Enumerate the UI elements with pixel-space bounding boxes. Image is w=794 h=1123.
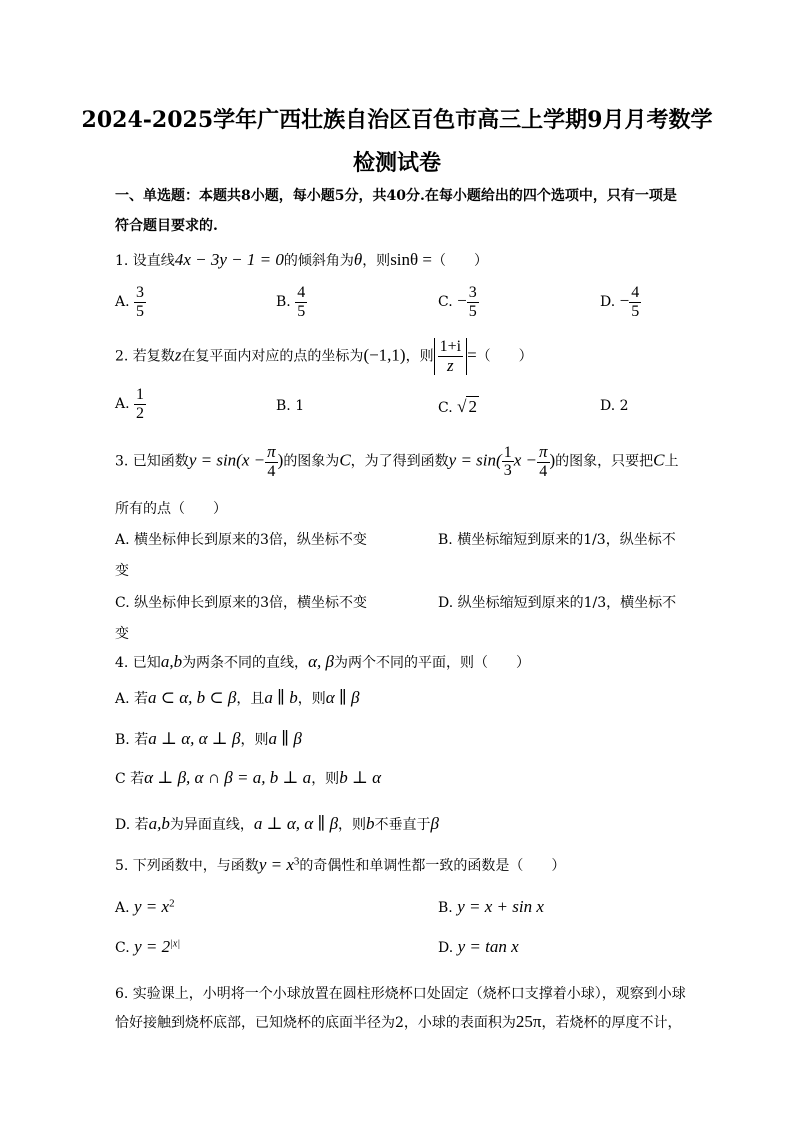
q4-ab: a,b bbox=[160, 652, 183, 671]
q2-equals: = bbox=[467, 345, 477, 365]
q3-mid: 的图象为 bbox=[283, 453, 340, 470]
q3-curve-c: C bbox=[339, 450, 351, 470]
q3-func1-start: y = sin(x − bbox=[188, 450, 266, 470]
opt-math: y = x + sin x bbox=[457, 897, 544, 916]
denominator: 5 bbox=[297, 302, 306, 320]
question-6-line2 bbox=[115, 1012, 682, 1032]
q3-func2-mid: x − bbox=[513, 450, 537, 470]
numerator: 1 bbox=[503, 443, 512, 461]
fraction bbox=[467, 284, 479, 320]
q1-theta: θ bbox=[353, 250, 363, 269]
q3-line2: 所有的点（ ） bbox=[115, 501, 227, 517]
denominator: z bbox=[438, 356, 463, 376]
option-letter: D. bbox=[600, 294, 616, 311]
option-letter: B. bbox=[438, 900, 453, 916]
fraction bbox=[134, 386, 146, 422]
fraction bbox=[438, 338, 463, 375]
denominator: 5 bbox=[631, 302, 640, 320]
option-letter: A. bbox=[115, 900, 130, 916]
opt-math: a ⊥ α, α ⊥ β bbox=[148, 729, 241, 748]
q1-paren: （ ） bbox=[432, 253, 489, 269]
q6-text: ，若烧杯的厚度不计， bbox=[541, 1015, 682, 1031]
minus-sign: − bbox=[457, 291, 467, 311]
numerator: 3 bbox=[468, 284, 477, 301]
fraction bbox=[629, 284, 641, 320]
q3-func1-end: ) bbox=[277, 450, 284, 470]
sqrt-icon: √ bbox=[457, 397, 467, 416]
option-letter: A. bbox=[115, 396, 130, 413]
question-3 bbox=[115, 443, 679, 480]
exam-title-line2: 检测试卷 bbox=[352, 150, 441, 176]
denominator: 2 bbox=[136, 404, 145, 422]
q5-stem-b: 的奇偶性和单调性都一致的函数是（ ） bbox=[299, 858, 566, 874]
numerator: 1 bbox=[136, 386, 145, 403]
q4-stem-a: 4. 已知 bbox=[115, 655, 161, 671]
denominator: 3 bbox=[503, 462, 512, 480]
opt-pre: D. 若 bbox=[115, 817, 149, 833]
minus-sign: − bbox=[619, 291, 630, 311]
opt-text: 不垂直于 bbox=[374, 817, 431, 833]
q4-option-c bbox=[115, 768, 381, 788]
q2-option-a bbox=[115, 386, 146, 422]
opt-exp: 2 bbox=[169, 897, 175, 910]
q6-math: 25π bbox=[515, 1012, 542, 1031]
opt-text: ，则 bbox=[297, 691, 326, 707]
q5-option-d bbox=[438, 937, 519, 957]
q5-option-a bbox=[115, 897, 175, 917]
option-letter: C. bbox=[438, 400, 453, 416]
q5-exp: 3 bbox=[293, 855, 300, 868]
q2-z: z bbox=[174, 345, 182, 365]
question-2 bbox=[115, 338, 533, 375]
numerator: 3 bbox=[136, 284, 145, 301]
q2-option-c bbox=[438, 396, 479, 417]
q2-absolute-value bbox=[434, 338, 467, 375]
q2-mid2: ，则 bbox=[405, 348, 434, 365]
q5-option-c bbox=[115, 937, 180, 957]
q4-option-d bbox=[115, 814, 439, 834]
q2-point: (−1,1) bbox=[363, 345, 406, 365]
opt-math: b bbox=[366, 814, 375, 833]
opt-math: b ⊥ α bbox=[339, 768, 382, 787]
opt-math: α ⊥ β, α ∩ β = a, b ⊥ a bbox=[144, 768, 312, 787]
denominator: 4 bbox=[537, 462, 550, 481]
numerator: π bbox=[538, 442, 548, 461]
opt-math: a ∥ b bbox=[264, 688, 298, 707]
numerator: 1+i bbox=[439, 338, 462, 355]
option-letter: B. bbox=[276, 294, 291, 311]
q3-option-c: C. 纵坐标伸长到原来的3倍，横坐标不变 bbox=[115, 595, 368, 611]
opt-math: β bbox=[430, 814, 440, 833]
q2-option-d: D. 2 bbox=[600, 398, 629, 414]
option-letter: D. bbox=[438, 940, 454, 956]
question-4 bbox=[115, 652, 530, 672]
opt-math: a ⊂ α, b ⊂ β bbox=[148, 688, 237, 707]
opt-math: y = 2 bbox=[134, 937, 171, 956]
fraction bbox=[502, 444, 514, 480]
q2-mid: 在复平面内对应的点的坐标为 bbox=[181, 348, 364, 365]
q5-stem-a: 5. 下列函数中，与函数 bbox=[115, 858, 259, 874]
q3-option-a: A. 横坐标伸长到原来的3倍，纵坐标不变 bbox=[115, 532, 367, 548]
opt-text: ，且 bbox=[236, 691, 265, 707]
option-letter: A. bbox=[115, 294, 130, 311]
q5-option-b bbox=[438, 897, 544, 917]
question-1 bbox=[115, 250, 488, 270]
q4-stem-b: 为两条不同的直线， bbox=[182, 655, 309, 671]
opt-math: a ⊥ α, α ∥ β bbox=[253, 814, 339, 833]
opt-math: y = tan x bbox=[457, 937, 519, 956]
q6-text: 恰好接触到烧杯底部，已知烧杯的底面半径为2，小球的表面积为 bbox=[115, 1015, 516, 1031]
question-5 bbox=[115, 855, 565, 875]
q3-curve-c2: C bbox=[653, 450, 665, 470]
opt-exp: |x| bbox=[170, 938, 181, 950]
q3-mid2: ，为了得到函数 bbox=[350, 453, 449, 470]
numerator: 4 bbox=[297, 284, 306, 301]
opt-math: a,b bbox=[148, 814, 170, 833]
q2-paren: （ ） bbox=[476, 348, 533, 365]
denominator: 5 bbox=[468, 302, 477, 320]
opt-text: 为异面直线， bbox=[169, 817, 254, 833]
numerator: π bbox=[267, 442, 276, 461]
question-6-line1: 6. 实验课上，小明将一个小球放置在圆柱形烧杯口处固定（烧杯口支撑着小球），观察到小球 bbox=[115, 986, 686, 1002]
fraction bbox=[295, 284, 307, 320]
opt-pre: B. 若 bbox=[115, 732, 149, 748]
q1-mid: 的倾斜角为 bbox=[283, 253, 354, 269]
option-letter: C. bbox=[115, 940, 130, 956]
opt-text: ，则 bbox=[311, 771, 340, 787]
section-heading-line2: 符合题目要求的. bbox=[115, 218, 218, 234]
section-heading-line1: 一、单选题：本题共8小题，每小题5分，共40分.在每小题给出的四个选项中，只有一项是 bbox=[115, 188, 677, 204]
q3-option-d: D. 纵坐标缩短到原来的1/3，横坐标不 bbox=[438, 595, 677, 611]
opt-math: α ∥ β bbox=[325, 688, 360, 707]
q1-ask: sinθ = bbox=[390, 250, 433, 269]
denominator: 5 bbox=[136, 302, 145, 320]
q1-option-d bbox=[600, 284, 641, 320]
fraction bbox=[265, 443, 278, 480]
q3-prefix: 3. 已知函数 bbox=[115, 453, 189, 470]
q3-func2-start: y = sin( bbox=[448, 450, 502, 470]
q2-prefix: 2. 若复数 bbox=[115, 348, 175, 365]
exam-title-line1: 2024-2025学年广西壮族自治区百色市高三上学期9月月考数学 bbox=[81, 107, 713, 133]
option-letter: C. bbox=[438, 294, 453, 311]
fraction bbox=[134, 284, 146, 320]
opt-text: ，则 bbox=[240, 732, 269, 748]
q1-option-a bbox=[115, 284, 146, 320]
q1-option-c bbox=[438, 284, 479, 320]
q5-func: y = x bbox=[258, 855, 294, 874]
q3-end: 的图象，只要把 bbox=[555, 453, 654, 470]
q3-option-d-wrap: 变 bbox=[115, 626, 129, 642]
q2-option-b: B. 1 bbox=[276, 398, 305, 414]
q1-option-b bbox=[276, 284, 307, 320]
numerator: 4 bbox=[631, 284, 640, 301]
opt-math: y = x bbox=[134, 897, 170, 916]
q4-alpha-beta: α, β bbox=[308, 652, 334, 671]
q1-line-equation: 4x − 3y − 1 = 0 bbox=[174, 250, 284, 269]
q1-mid2: ，则 bbox=[362, 253, 391, 269]
opt-math: a ∥ β bbox=[268, 729, 302, 748]
q1-prefix: 1. 设直线 bbox=[115, 253, 175, 269]
q3-option-b: B. 横坐标缩短到原来的1/3，纵坐标不 bbox=[438, 532, 676, 548]
opt-pre: C 若 bbox=[115, 771, 145, 787]
fraction bbox=[537, 443, 550, 480]
q4-option-a bbox=[115, 688, 360, 708]
radicand: 2 bbox=[468, 397, 477, 416]
opt-text: ，则 bbox=[338, 817, 367, 833]
q4-stem-c: 为两个不同的平面，则（ ） bbox=[333, 655, 530, 671]
opt-pre: A. 若 bbox=[115, 691, 149, 707]
q3-end2: 上 bbox=[664, 453, 679, 470]
q3-func2-end: ) bbox=[549, 450, 556, 470]
q3-option-b-wrap: 变 bbox=[115, 563, 129, 579]
q4-option-b bbox=[115, 729, 302, 749]
denominator: 4 bbox=[265, 462, 278, 481]
